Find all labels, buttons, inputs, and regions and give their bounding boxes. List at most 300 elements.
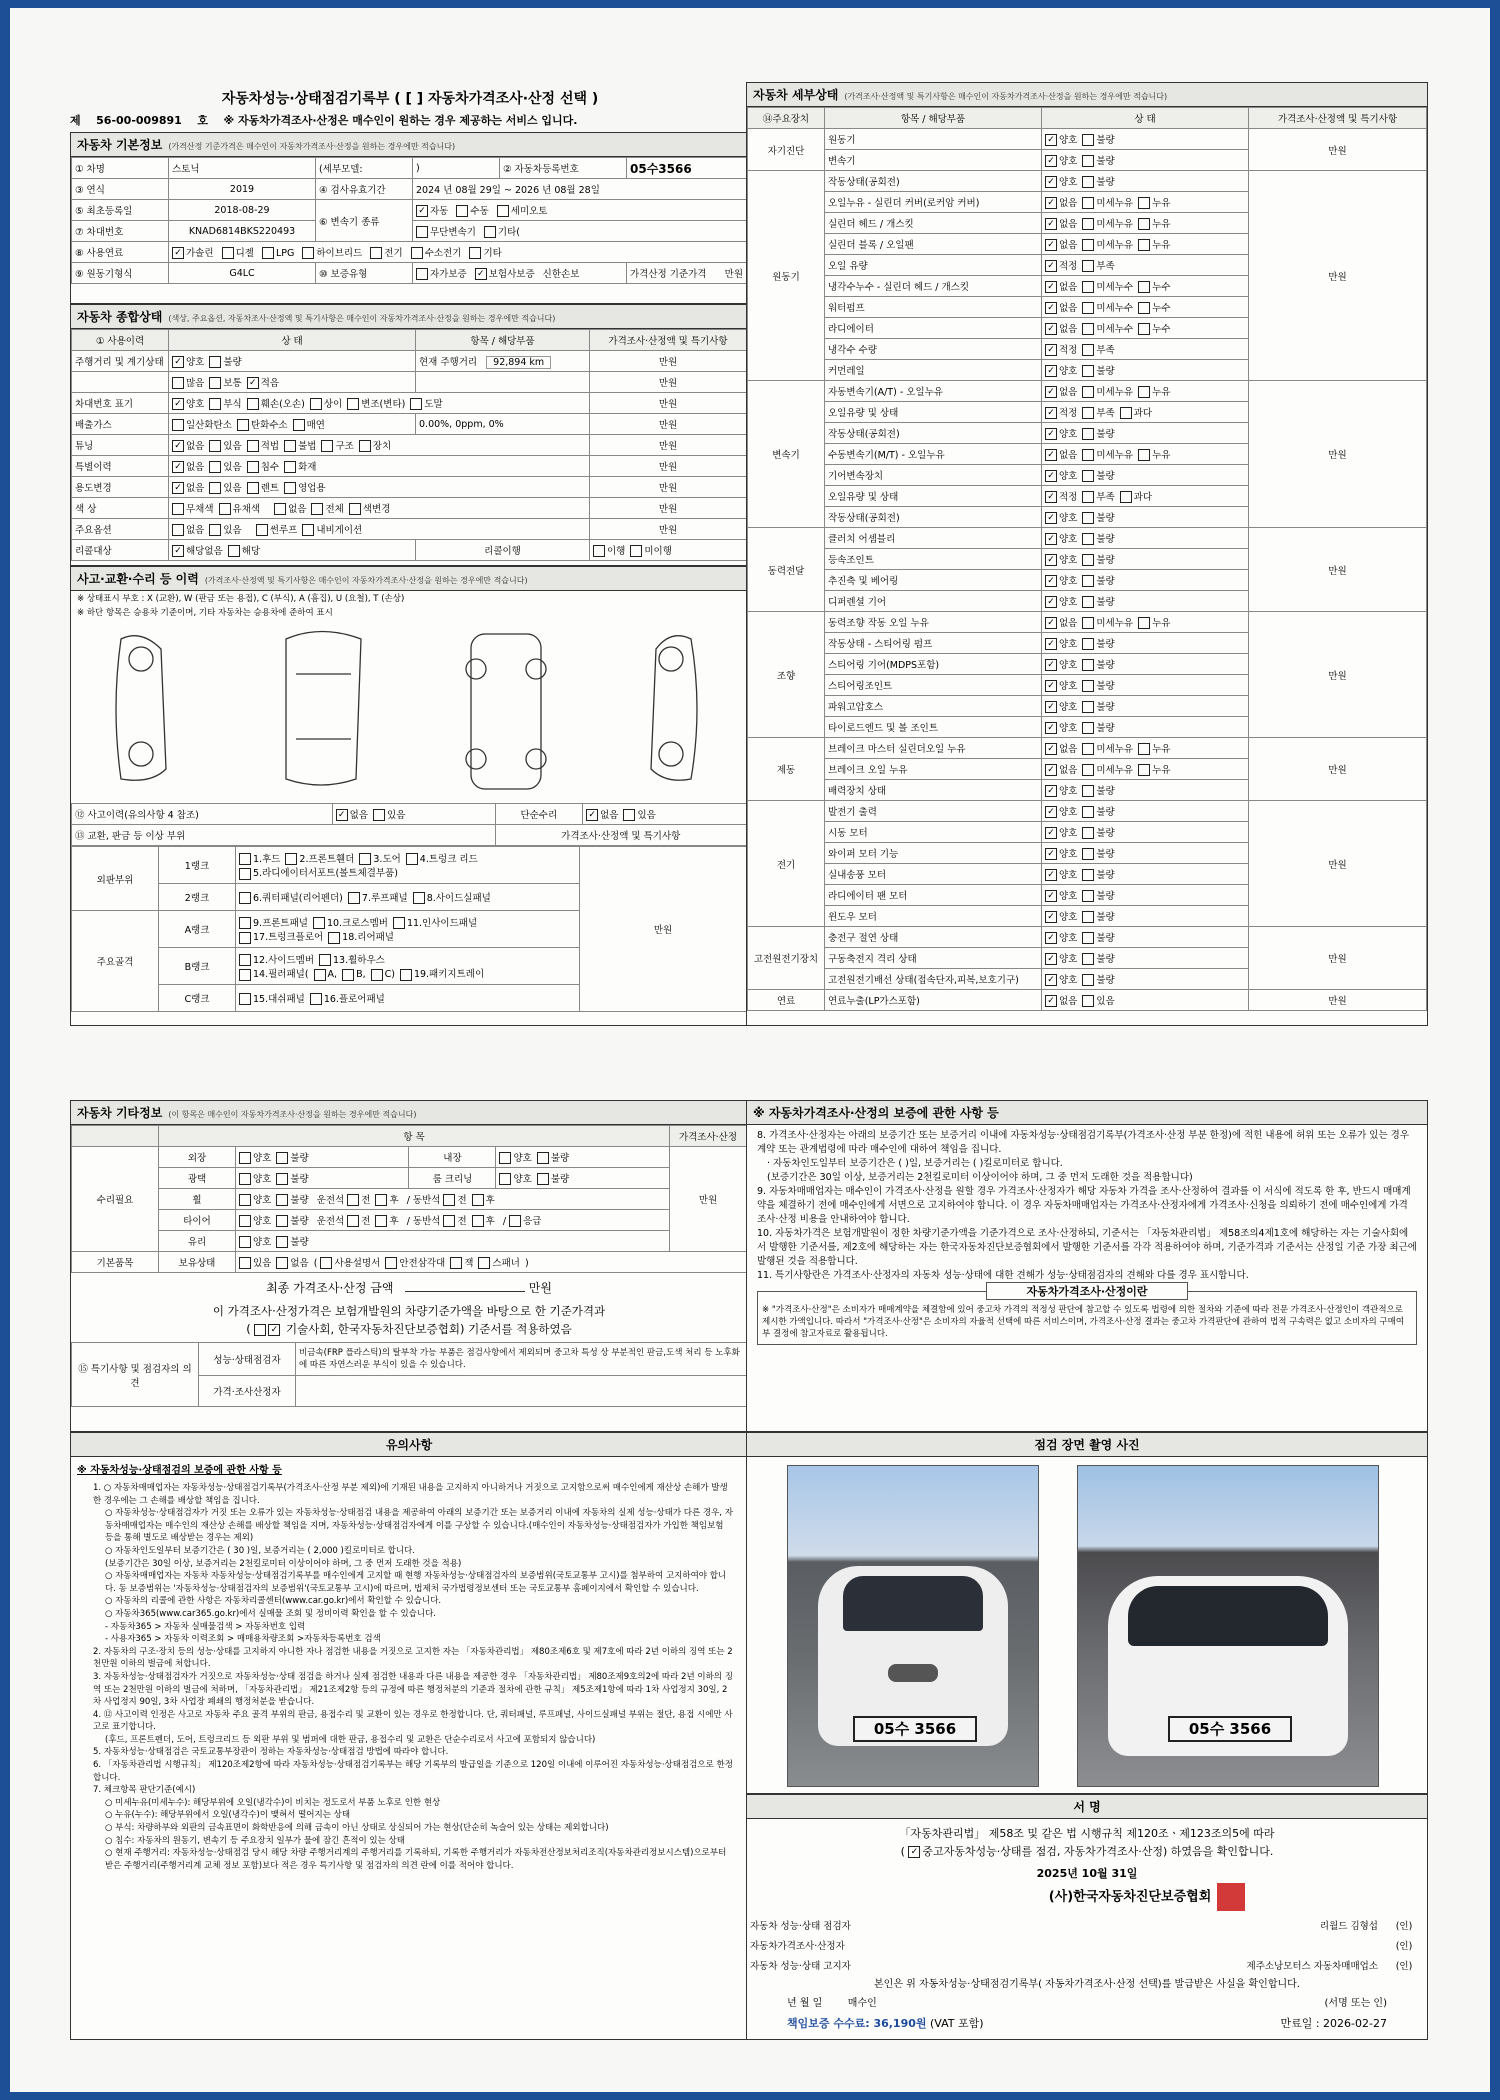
checkbox[interactable]	[1045, 281, 1057, 293]
checkbox[interactable]	[1045, 575, 1057, 587]
detail-state: ✓ 양호 불량	[1042, 864, 1249, 885]
checkbox[interactable]	[222, 247, 234, 259]
caution-list	[71, 1480, 747, 1872]
checkbox[interactable]	[1082, 890, 1094, 902]
detail-item: 라디에이터	[825, 318, 1042, 339]
detail-item: 추진축 및 베어링	[825, 570, 1042, 591]
checkbox[interactable]	[1082, 491, 1094, 503]
rear-photo	[1077, 1465, 1379, 1787]
checkbox[interactable]	[1082, 407, 1094, 419]
checkbox[interactable]	[1082, 785, 1094, 797]
checkbox[interactable]	[1045, 386, 1057, 398]
checkbox[interactable]	[1138, 449, 1150, 461]
checkbox[interactable]	[284, 482, 296, 494]
accident-rank-table: 외판부위 1랭크 1.후드 2.프론트휀더 3.도어 4.트렁크 리드 5.라디에이터서포트(볼트체결부품) 만원 2랭크 6.쿼터패널(리어펜더) 7.루프패널 8.사이드실패널 주요골격 A랭크 9.프론트패널 10.크로스멤버 11.인사이드패널 17.트렁크플로어 18.리어패널 B랭크 12.사이드멤버 13.휠하우스 14.필러패널( A, B, C) 19.패키지트레이 C랭크 15.대쉬패널 16.플로어패널	[71, 846, 747, 1012]
detail-item: 라디에이터 팬 모터	[825, 885, 1042, 906]
checkbox[interactable]	[1082, 701, 1094, 713]
checkbox[interactable]	[410, 398, 422, 410]
checkbox[interactable]	[1082, 239, 1094, 251]
checkbox[interactable]	[1045, 554, 1057, 566]
checkbox[interactable]	[1082, 932, 1094, 944]
caution-section	[70, 1432, 748, 2040]
detail-item: 등속조인트	[825, 549, 1042, 570]
checkbox[interactable]	[172, 524, 184, 536]
detail-item: 냉각수 수량	[825, 339, 1042, 360]
detail-row	[748, 738, 1427, 759]
detail-state: ✓ 양호 불량	[1042, 696, 1249, 717]
detail-item: 구동축전지 격리 상태	[825, 948, 1042, 969]
checkbox[interactable]	[1045, 491, 1057, 503]
checkbox[interactable]	[1045, 533, 1057, 545]
detail-item: 고전원전기배선 상태(접속단자,피복,보호기구)	[825, 969, 1042, 990]
detail-state: ✓ 없음 미세누유 누유	[1042, 234, 1249, 255]
other-info-section: 자동차 기타정보 (이 항목은 매수인이 자동차가격조사·산정을 원하는 경우에만 적습니다) 항 목 가격조사·산정 수리필요 외장 양호 불량 내장 양호 불량 만원 광택 양호 불량 룸 크리닝 양호 불량 휠 양호 불량 운전석 전 후 / 동반석 전 후 타이어 양호 불량 운전석 전 후 / 동반석 전 후 / 응급 유리 양호 불량 기본품목 보유상태 있음 없음 ( 사용설명서 안전삼각대 잭 스패너 ) 최종 가격조사·산정 금액 만원 이 가격조사·산정가격은 보험개발원의 차량기준가액을 바탕으로 한 기준가격과 ( ✓ 기술사회, 한국자동차진단보증협회) 기준서를 적용하였음 ⑮ 특기사항 및 점검자의 의견 성능·상태점검자 비금속(FRP 플라스틱)의 탈부착 가능 부품은 점검사항에서 제외되며 중고차 특성 상 부분적인 판금,도색 처리 등 노후화에 따른 자연스러운 부식이 있을 수 있습니다. 가격·조사산정자	[70, 1100, 748, 1432]
association-name: (사)한국자동차진단보증협회	[1048, 1889, 1212, 1905]
detail-state: ✓ 양호 불량	[1042, 528, 1249, 549]
checkbox[interactable]	[209, 398, 221, 410]
checkbox[interactable]	[1138, 323, 1150, 335]
detail-item: 실린더 블록 / 오일팬	[825, 234, 1042, 255]
checkbox[interactable]	[219, 503, 231, 515]
detail-item: 실린더 헤드 / 개스킷	[825, 213, 1042, 234]
detail-state: ✓ 없음 미세누유 누유	[1042, 381, 1249, 402]
checkbox[interactable]	[172, 482, 184, 494]
checkbox[interactable]	[1082, 365, 1094, 377]
checkbox[interactable]	[1045, 155, 1057, 167]
checkbox[interactable]	[209, 524, 221, 536]
other-table: 항 목 가격조사·산정 수리필요 외장 양호 불량 내장 양호 불량 만원 광택 양호 불량 룸 크리닝 양호 불량 휠 양호 불량 운전석 전 후 / 동반석 전 후 타이어 양호 불량 운전석 전 후 / 동반석 전 후 / 응급 유리 양호 불량 기본품목 보유상태 있음 없음 ( 사용설명서 안전삼각대 잭 스패너 )	[71, 1125, 747, 1273]
detail-item: 윈도우 모터	[825, 906, 1042, 927]
checkbox[interactable]	[1082, 869, 1094, 881]
checkbox[interactable]	[1082, 344, 1094, 356]
detail-item: 오일유량 및 상태	[825, 402, 1042, 423]
detail-item: 워터펌프	[825, 297, 1042, 318]
checkbox[interactable]	[586, 809, 598, 821]
checkbox[interactable]	[1045, 974, 1057, 986]
caution-item: ○ 침수: 자동차의 원동기, 변속기 등 주요장치 일부가 물에 잠긴 흔적이 있는 상태	[105, 1835, 405, 1846]
checkbox[interactable]	[336, 809, 348, 821]
overall-condition-section	[70, 304, 748, 566]
checkbox[interactable]	[209, 461, 221, 473]
detail-state: ✓ 양호 불량	[1042, 549, 1249, 570]
checkbox[interactable]	[416, 268, 428, 280]
checkbox[interactable]	[1138, 239, 1150, 251]
checkbox[interactable]	[1082, 323, 1094, 335]
checkbox[interactable]	[1082, 281, 1094, 293]
inspection-validity-value: 2024 년 08월 29일 ~ 2026 년 08월 28일	[413, 179, 747, 200]
checkbox[interactable]	[1045, 701, 1057, 713]
caution-item: ○ 현재 주행거리: 자동차성능·상태점검 당시 해당 차량 주행거리계의 주행거리를 기록하되, 기록한 주행거리가 자동차전산정보처리조직(자동차관리정보시스템)으로부터 받은 주행거리(주행거리계 교체 정보 포함)보다 적은 경우 특기사항 및 점검자의 의견 란에 이를 적어야 합니다.	[105, 1848, 727, 1871]
checkbox[interactable]	[1045, 197, 1057, 209]
checkbox[interactable]	[484, 226, 496, 238]
checkbox[interactable]	[1138, 743, 1150, 755]
checkbox[interactable]	[370, 247, 382, 259]
checkbox[interactable]	[1082, 449, 1094, 461]
caution-item: ○ 자동차의 리콜에 관한 사항은 자동차리콜센터(www.car.go.kr)에서 확인할 수 있습니다.	[105, 1596, 442, 1607]
checkbox[interactable]	[256, 524, 268, 536]
overall-title: 자동차 종합상태	[77, 310, 163, 324]
overall-table: ① 사용이력 상 태 항목 / 해당부품 가격조사·산정액 및 특기사항 주행거리 및 계기상태 ✓ 양호 불량 현재 주행거리 92,894 km 만원 많음 보통✓ 적음 만원 차대번호 표기 ✓ 양호 부식 훼손(오손) 상이 변조(변타) 도말 만원 배출가스 일산화탄소 탄화수소 매연 0.00%, 0ppm, 0% 만원 튜닝 ✓ 없음 있음 적법 불법 구조 장치 만원 특별이력 ✓ 없음 있음 침수 화재 만원 용도변경 ✓ 없음 있음 렌트 영업용 만원 색 상 무채색 유채색 없음 전체 색변경 만원 주요옵션 없음 있음 썬루프 내비게이션 만원 리콜대상 ✓ 해당없음 해당 리콜이행 이행 미이행	[71, 329, 747, 561]
checkbox[interactable]	[1082, 512, 1094, 524]
car-diagram	[71, 619, 747, 799]
caution-item: 6. 「자동차관리법 시행규칙」 제120조제2항에 따라 자동차성능·상태점검기록부는 해당 기록부의 발급일을 기준으로 120일 이내에 이루어진 자동차성능·상태점검으로 한정합니다.	[93, 1760, 733, 1783]
checkbox[interactable]	[1082, 176, 1094, 188]
checkbox[interactable]	[1138, 617, 1150, 629]
checkbox[interactable]	[456, 205, 468, 217]
checkbox[interactable]	[1082, 806, 1094, 818]
checkbox[interactable]	[1082, 680, 1094, 692]
checkbox[interactable]	[1045, 911, 1057, 923]
detail-state: ✓ 양호 불량	[1042, 801, 1249, 822]
checkbox[interactable]	[321, 440, 333, 452]
reg-number-value: 05수3566	[627, 158, 747, 179]
checkbox[interactable]	[1082, 995, 1094, 1007]
detail-group-label: 전기	[748, 801, 825, 927]
reg-number-label: ② 자동차등록번호	[500, 158, 627, 179]
rear-plate: 05수 3566	[1168, 1716, 1292, 1742]
detail-group-label: 고전원전기장치	[748, 927, 825, 990]
detail-item: 작동상태(공회전)	[825, 423, 1042, 444]
signature-section	[746, 1794, 1428, 2040]
caution-item: ○ 자동차성능·상태점검자가 거짓 또는 오류가 있는 자동차성능·상태점검 내용을 제공하여 아래의 보증기간 또는 보증거리 이내에 자동차의 실제 성능·상태가 다른 경우, 자동차매매업자는 매수인의 재산상 손해를 배상할 책임을 지며, 자동차성능·상태점검자에게 이를 구상할 수 있습니다.(매수인이 자동차성능·상태점검자가 가입한 책임보험 등을 통해 별도로 배상받는 경우는 제외)	[105, 1508, 733, 1544]
signature-title: 서 명	[747, 1795, 1427, 1819]
caution-sub: ※ 자동차성능·상태점검의 보증에 관한 사항 등	[77, 1465, 282, 1476]
checkbox[interactable]	[209, 482, 221, 494]
detail-model-value: )	[413, 158, 500, 179]
detail-price: 만원	[1249, 171, 1427, 381]
checkbox[interactable]	[310, 398, 322, 410]
checkbox[interactable]	[1045, 785, 1057, 797]
detail-item: 연료누출(LP가스포함)	[825, 990, 1042, 1011]
detail-item: 브레이크 마스터 실린더오일 누유	[825, 738, 1042, 759]
accident-history-section: 사고·교환·수리 등 이력 (가격조사·산정액 및 특기사항은 매수인이 자동차가격조사·산정을 원하는 경우에만 적습니다) ※ 상태표시 부호 : X (교환), W (판금 또는 용접), C (부식), A (흠집), U (요철), T (손상) ※ 하단 항목은 승용차 기준이며, 기타 자동차는 승용차에 준하여 표시 ⑫ 사고이력(유의사항 4 참조) ✓ 없음 있음 단순수리 ✓ 없음 있음 ⑬ 교환, 판금 등 이상 부위 가격조사·산정액 및 특기사항 외판부위 1랭크 1.후드 2.프론트휀더 3.도어 4.트렁크 리드 5.라디에이터서포트(볼트체결부품) 만원 2랭크 6.쿼터패널(리어펜더) 7.루프패널 8.사이드실패널 주요골격 A랭크 9.프론트패널 10.크로스멤버 11.인사이드패널 17.트렁크플로어 18.리어패널 B랭크 12.사이드멤버 13.휠하우스 14.필러패널( A, B, C) 19.패키지트레이 C랭크 15.대쉬패널 16.플로어패널	[70, 566, 748, 1026]
checkbox[interactable]	[1045, 260, 1057, 272]
detail-item: 파워고압호스	[825, 696, 1042, 717]
checkbox[interactable]	[1045, 659, 1057, 671]
checkbox[interactable]	[172, 419, 184, 431]
detail-group-label: 동력전달	[748, 528, 825, 612]
detail-state: ✓ 없음 미세누유 누유	[1042, 213, 1249, 234]
detail-state: ✓ 없음 미세누수 누수	[1042, 276, 1249, 297]
checkbox[interactable]	[1045, 827, 1057, 839]
engine-value: G4LC	[169, 263, 316, 284]
row-label: 주행거리 및 계기상태	[72, 351, 169, 372]
checkbox[interactable]	[1082, 953, 1094, 965]
detail-item: 작동상태 - 스티어링 펌프	[825, 633, 1042, 654]
price-warranty-text: 8. 가격조사·산정자는 아래의 보증기간 또는 보증거리 이내에 자동차성능·상태점검기록부(가격조사·산정 부분 한정)에 적힌 내용에 허위 또는 오류가 있는 경우 계약 또는 관계법령에 따라 매수인에 대하여 책임을 집니다. · 자동차인도일부터 보증기간은 ( )일, 보증거리는 ( )킬로미터로 합니다. (보증기간은 30일 이상, 보증거리는 2천킬로미터 이상이어야 하며, 그 중 먼저 도래한 것을 적용합니다) 9. 자동차매매업자는 매수인이 가격조사·산정을 원할 경우 가격조사·산정자가 해당 자동차 가격을 조사·산정하여 결과를 이 서식에 적도록 한 후, 반드시 매매계약을 체결하기 전에 매수인에게 서면으로 고지하여야 합니다. 이 경우 자동차매매업자는 가격조사·산정자에게 가격조사·신청을 의뢰하기 전에 매수인에게 가격조사·산정 비용을 안내하여야 합니다. 10. 자동차가격은 보험개발원이 정한 차량기준가액을 기준가격으로 조사·산정하되, 기준서는 「자동차관리법」 제58조의4제1호에 해당하는 자는 기술사회에서 발행한 기준서를, 제2호에 해당하는 자는 한국자동차진단보증협회에서 발행한 기준서를 각각 적용하여야 하며, 기준가격과 기준서는 산정일 기준 가장 최근에 발행된 것을 적용합니다. 11. 특기사항란은 가격조사·산정자의 자동차 성능·상태에 대한 견해가 성능·상태점검자의 견해와 다를 경우 표시합니다.	[757, 1130, 1417, 1281]
detail-item: 충전구 절연 상태	[825, 927, 1042, 948]
checkbox[interactable]	[172, 247, 184, 259]
checkbox[interactable]	[475, 268, 487, 280]
detail-row	[748, 612, 1427, 633]
checkbox[interactable]	[172, 356, 184, 368]
caution-item: 2. 자동차의 구조·장치 등의 성능·상태를 고지하지 아니한 자나 점검한 내용을 거짓으로 고지한 자는 「자동차관리법」 제80조제6호 및 제7호에 따라 2년 이하의 징역 또는 2천만원 이하의 벌금에 처합니다.	[93, 1646, 733, 1670]
checkbox[interactable]	[1045, 449, 1057, 461]
checkbox[interactable]	[1045, 176, 1057, 188]
checkbox[interactable]	[1045, 848, 1057, 860]
accident-title: 사고·교환·수리 등 이력	[77, 572, 199, 586]
checkbox[interactable]	[1082, 617, 1094, 629]
checkbox[interactable]	[1045, 617, 1057, 629]
seal-stamp	[1217, 1883, 1245, 1911]
checkbox[interactable]	[1082, 260, 1094, 272]
checkbox[interactable]	[1045, 470, 1057, 482]
checkbox[interactable]	[469, 247, 481, 259]
inspection-document	[10, 8, 1490, 2092]
detail-item: 시동 모터	[825, 822, 1042, 843]
checkbox[interactable]	[1045, 428, 1057, 440]
detail-item: 원동기	[825, 129, 1042, 150]
checkbox[interactable]	[1082, 428, 1094, 440]
vin-label: ⑦ 차대번호	[72, 221, 169, 242]
detail-state: ✓ 없음 있음	[1042, 990, 1249, 1011]
checkbox[interactable]	[209, 377, 221, 389]
detail-item: 실내송풍 모터	[825, 864, 1042, 885]
caution-item: 3. 자동차성능·상태점검자가 거짓으로 자동차성능·상태 점검을 하거나 실제 점검한 내용과 다른 내용을 제공한 경우 「자동차관리법」 제80조제9호의2에 따라 2년 이하의 징역 또는 2천만원 이하의 벌금에 처하며, 「자동차관리법」 제21조제2항 등의 규정에 따른 행정처분의 기준과 절차에 관한 규칙」 제5조제1항에 따라 1차 사업정지 30일, 2차 사업정지 90일, 3차 사업장 폐쇄의 행정처분을 받습니다.	[93, 1671, 733, 1708]
checkbox[interactable]	[247, 398, 259, 410]
basic-info-title: 자동차 기본정보	[77, 138, 163, 152]
checkbox[interactable]	[1045, 512, 1057, 524]
checkbox[interactable]	[1045, 806, 1057, 818]
detail-state: ✓ 양호 불량	[1042, 780, 1249, 801]
checkbox[interactable]	[1045, 638, 1057, 650]
checkbox[interactable]	[1082, 638, 1094, 650]
checkbox[interactable]	[284, 461, 296, 473]
checkbox[interactable]	[1045, 869, 1057, 881]
checkbox[interactable]	[172, 398, 184, 410]
detail-state: ✓ 없음 미세누유 누유	[1042, 759, 1249, 780]
checkbox[interactable]	[1082, 134, 1094, 146]
detail-price: 만원	[1249, 528, 1427, 612]
checkbox[interactable]	[1045, 344, 1057, 356]
checkbox[interactable]	[1045, 743, 1057, 755]
checkbox[interactable]	[623, 809, 635, 821]
checkbox[interactable]	[172, 377, 184, 389]
caution-item: - 사용자365 > 자동차 이력조회 > 매매용차량조회 >자동차등록번호 검색	[105, 1634, 381, 1645]
fuel-options: ✓ 가솔린 디젤 LPG 하이브리드 전기 수소전기 기타	[169, 242, 747, 263]
legend-2: ※ 하단 항목은 승용차 기준이며, 기타 자동차는 승용차에 준하여 표시	[77, 608, 333, 618]
checkbox[interactable]	[1082, 218, 1094, 230]
detail-price: 만원	[1249, 927, 1427, 990]
detail-group-label: 변속기	[748, 381, 825, 528]
detail-state: ✓ 없음 미세누유 누유	[1042, 444, 1249, 465]
checkbox[interactable]	[228, 545, 240, 557]
checkbox[interactable]	[1082, 155, 1094, 167]
odometer-value: 92,894 km	[486, 356, 551, 369]
detail-state: ✓ 양호 불량	[1042, 927, 1249, 948]
checkbox[interactable]	[497, 205, 509, 217]
checkbox[interactable]	[247, 461, 259, 473]
buyer-line: 년 월 일 매수인 (서명 또는 인)	[787, 1998, 1387, 2009]
checkbox[interactable]	[1082, 659, 1094, 671]
detail-item: 배력장치 상태	[825, 780, 1042, 801]
caution-item: 5. 자동차성능·상태점검은 국토교통부장관이 정하는 자동차성능·상태점검 방법에 따라야 합니다.	[93, 1747, 449, 1758]
checkbox[interactable]	[1045, 722, 1057, 734]
transmission-label: ⑥ 변속기 종류	[316, 200, 413, 242]
detail-state: ✓ 양호 불량	[1042, 171, 1249, 192]
checkbox[interactable]	[172, 503, 184, 515]
checkbox[interactable]	[247, 482, 259, 494]
checkbox[interactable]	[1045, 596, 1057, 608]
checkbox[interactable]	[1082, 827, 1094, 839]
checkbox[interactable]	[274, 503, 286, 515]
checkbox[interactable]	[209, 356, 221, 368]
detail-price: 만원	[1249, 801, 1427, 927]
caution-item: ○ 부식: 차량하부와 외판의 금속표면이 화학반응에 의해 금속이 아닌 상태로 상실되어 가는 현상(단순히 녹슬어 있는 상태는 제외합니다)	[105, 1823, 609, 1834]
checkbox[interactable]	[172, 440, 184, 452]
detail-group-label: 자기진단	[748, 129, 825, 171]
checkbox[interactable]	[311, 503, 323, 515]
checkbox[interactable]	[1082, 533, 1094, 545]
checkbox[interactable]	[1045, 365, 1057, 377]
detail-row	[748, 381, 1427, 402]
detail-item: 커먼레일	[825, 360, 1042, 381]
checkbox[interactable]	[1045, 407, 1057, 419]
checkbox[interactable]	[1120, 407, 1132, 419]
detail-item: 클러치 어셈블리	[825, 528, 1042, 549]
checkbox[interactable]	[302, 524, 314, 536]
detail-state: ✓ 없음 미세누유 누유	[1042, 738, 1249, 759]
checkbox[interactable]	[1082, 911, 1094, 923]
checkbox[interactable]	[172, 461, 184, 473]
detail-item: 발전기 출력	[825, 801, 1042, 822]
detail-item: 와이퍼 모터 기능	[825, 843, 1042, 864]
checkbox[interactable]	[1082, 554, 1094, 566]
front-photo	[787, 1465, 1039, 1787]
detail-item: 오일유량 및 상태	[825, 486, 1042, 507]
detail-state: ✓ 양호 불량	[1042, 885, 1249, 906]
detail-row	[748, 990, 1427, 1011]
first-reg-value: 2018-08-29	[169, 200, 316, 221]
checkbox[interactable]	[416, 205, 428, 217]
checkbox[interactable]	[1138, 218, 1150, 230]
standard-text: 이 가격조사·산정가격은 보험개발원의 차량기준가액을 바탕으로 한 기준가격과 ( ✓ 기술사회, 한국자동차진단보증협회) 기준서를 적용하였음	[71, 1302, 747, 1338]
detail-item: 오일누유 - 실린더 커버(로커암 커버)	[825, 192, 1042, 213]
checkbox[interactable]	[1045, 323, 1057, 335]
price-base: 가격산정 기준가격 만원	[627, 263, 747, 284]
checkbox[interactable]	[1045, 953, 1057, 965]
checkbox[interactable]	[373, 809, 385, 821]
checkbox[interactable]	[630, 545, 642, 557]
checkbox[interactable]	[1045, 995, 1057, 1007]
checkbox[interactable]	[1082, 743, 1094, 755]
checkbox[interactable]	[1082, 470, 1094, 482]
basic-info-table	[71, 157, 747, 284]
checkbox[interactable]	[416, 226, 428, 238]
checkbox[interactable]	[1045, 680, 1057, 692]
caution-item: 4. ⑫ 사고이력 인정은 사고로 자동차 주요 골격 부위의 판금, 용접수리 및 교환이 있는 경우로 한정합니다. 단, 쿼터패널, 루프패널, 사이드실패널 부위는 절단, 용접 시에만 사고로 표기합니다.	[93, 1709, 733, 1733]
overall-note: (색상, 주요옵션, 자동차조사·산정액 및 특기사항은 매수인이 자동차가격조사·산정을 원하는 경우에만 적습니다)	[168, 314, 556, 323]
transmission-options-2: 무단변속기 기타(	[413, 221, 747, 242]
caution-item: ○ 자동차매매업자는 자동차 자동차성능·상태점검기록부를 매수인에게 고지할 때 현행 자동차성능·상태점검자의 보증범위(국토교통부 고시)를 첨부하여 고지하여야 합니다. 동 보증범위는 '자동차성능·상태점검자의 보증범위'(국토교통부 고시)에 따르며, 법제처 국가법령정보센터 또는 국토교통부 홈페이지에서 확인할 수 있습니다.	[105, 1571, 727, 1594]
checkbox[interactable]	[284, 440, 296, 452]
checkbox[interactable]	[237, 419, 249, 431]
checkbox[interactable]	[411, 247, 423, 259]
detail-item: 디퍼렌셜 기어	[825, 591, 1042, 612]
detail-price: 만원	[1249, 381, 1427, 528]
detail-item: 스티어링조인트	[825, 675, 1042, 696]
checkbox[interactable]	[1138, 281, 1150, 293]
service-notice: ※ 자동차가격조사·산정은 매수인이 원하는 경우 제공하는 서비스 입니다.	[223, 114, 578, 127]
detail-state: ✓ 양호 불량	[1042, 360, 1249, 381]
checkbox[interactable]	[1082, 386, 1094, 398]
special-notes-table: ⑮ 특기사항 및 점검자의 의견 성능·상태점검자 비금속(FRP 플라스틱)의 탈부착 가능 부품은 점검사항에서 제외되며 중고차 특성 상 부분적인 판금,도색 처리 등 노후화에 따른 자연스러운 부식이 있을 수 있습니다. 가격·조사산정자	[71, 1342, 747, 1407]
detail-state: ✓ 없음 미세누수 누수	[1042, 318, 1249, 339]
checkbox[interactable]	[1082, 848, 1094, 860]
detail-item: 스티어링 기어(MDPS포함)	[825, 654, 1042, 675]
checkbox[interactable]	[1082, 575, 1094, 587]
detail-state: ✓ 적정 부족 과다	[1042, 402, 1249, 423]
engine-label: ⑨ 원동기형식	[72, 263, 169, 284]
checkbox[interactable]	[1045, 239, 1057, 251]
checkbox[interactable]	[1120, 491, 1132, 503]
caution-item: (보증기간은 30일 이상, 보증거리는 2천킬로미터 이상이어야 하며, 그 중 먼저 도래한 것을 적용)	[105, 1558, 462, 1569]
detail-price: 만원	[1249, 129, 1427, 171]
detail-state: ✓ 양호 불량	[1042, 591, 1249, 612]
checkbox[interactable]	[1045, 890, 1057, 902]
checkbox[interactable]	[347, 398, 359, 410]
checkbox[interactable]	[172, 545, 184, 557]
document-number-line	[70, 112, 760, 128]
checkbox[interactable]	[593, 545, 605, 557]
checkbox[interactable]	[1082, 197, 1094, 209]
detail-group-label: 연료	[748, 990, 825, 1011]
detail-item: 브레이크 오일 누유	[825, 759, 1042, 780]
checkbox[interactable]	[302, 247, 314, 259]
detail-group-label: 원동기	[748, 171, 825, 381]
caution-item: - 자동차365 > 자동차 실매물검색 > 자동차번호 입력	[105, 1621, 306, 1632]
checkbox[interactable]	[247, 440, 259, 452]
detail-condition-section: 자동차 세부상태 (가격조사·산정액 및 특기사항은 매수인이 자동차가격조사·산정을 원하는 경우에만 적습니다) ⑭주요장치 항목 / 해당부품 상 태 가격조사·산정액 및 특기사항 자기진단 원동기 ✓ 양호 불량 만원 변속기 ✓ 양호 불량 원동기 작동상태(공회전) ✓ 양호 불량 만원 오일누유 - 실린더 커버(로커암 커버) ✓ 없음 미세누유 누유 실린더 헤드 / 개스킷 ✓ 없음 미세누유 누유 실린더 블록 / 오일팬 ✓ 없음 미세누유 누유 오일 유량 ✓ 적정 부족 냉각수누수 - 실린더 헤드 / 개스킷 ✓ 없음 미세누수 누수 워터펌프 ✓ 없음 미세누수 누수 라디에이터 ✓ 없음 미세누수 누수 냉각수 수량 ✓ 적정 부족 커먼레일 ✓ 양호 불량 변속기 자동변속기(A/T) - 오일누유 ✓ 없음 미세누유 누유 만원 오일유량 및 상태 ✓ 적정 부족 과다 작동상태(공회전) ✓ 양호 불량 수동변속기(M/T) - 오일누유 ✓ 없음 미세누유 누유 기어변속장치 ✓ 양호 불량 오일유량 및 상태 ✓ 적정 부족 과다 작동상태(공회전) ✓ 양호 불량 동력전달 클러치 어셈블리 ✓ 양호 불량 만원 등속조인트 ✓ 양호 불량 추진축 및 베어링 ✓ 양호 불량 디퍼렌셜 기어 ✓ 양호 불량 조향 동력조향 작동 오일 누유 ✓ 없음 미세누유 누유 만원 작동상태 - 스티어링 펌프 ✓ 양호 불량 스티어링 기어(MDPS포함) ✓ 양호 불량 스티어링조인트 ✓ 양호 불량 파워고압호스 ✓ 양호 불량 타이로드엔드 및 볼 조인트 ✓ 양호 불량 제동 브레이크 마스터 실린더오일 누유 ✓ 없음 미세누유 누유 만원 브레이크 오일 누유 ✓ 없음 미세누유 누유 배력장치 상태 ✓ 양호 불량 전기 발전기 출력 ✓ 양호 불량 만원 시동 모터 ✓ 양호 불량 와이퍼 모터 기능 ✓ 양호 불량 실내송풍 모터 ✓ 양호 불량 라디에이터 팬 모터 ✓ 양호 불량 윈도우 모터 ✓ 양호 불량 고전원전기장치 충전구 절연 상태 ✓ 양호 불량 만원 구동축전지 격리 상태 ✓ 양호 불량 고전원전기배선 상태(접속단자,피복,보호기구) ✓ 양호 불량 연료 연료누출(LP가스포함) ✓ 없음 있음 만원	[746, 82, 1428, 1026]
price-warranty-section	[746, 1100, 1428, 1432]
checkbox[interactable]	[1138, 386, 1150, 398]
checkbox[interactable]	[1045, 134, 1057, 146]
checkbox[interactable]	[1082, 974, 1094, 986]
checkbox[interactable]	[1045, 218, 1057, 230]
accident-table: ⑫ 사고이력(유의사항 4 참조) ✓ 없음 있음 단순수리 ✓ 없음 있음 ⑬ 교환, 판금 등 이상 부위 가격조사·산정액 및 특기사항	[71, 803, 747, 846]
detail-table: ⑭주요장치 항목 / 해당부품 상 태 가격조사·산정액 및 특기사항 자기진단 원동기 ✓ 양호 불량 만원 변속기 ✓ 양호 불량 원동기 작동상태(공회전) ✓ 양호 불량 만원 오일누유 - 실린더 커버(로커암 커버) ✓ 없음 미세누유 누유 실린더 헤드 / 개스킷 ✓ 없음 미세누유 누유 실린더 블록 / 오일팬 ✓ 없음 미세누유 누유 오일 유량 ✓ 적정 부족 냉각수누수 - 실린더 헤드 / 개스킷 ✓ 없음 미세누수 누수 워터펌프 ✓ 없음 미세누수 누수 라디에이터 ✓ 없음 미세누수 누수 냉각수 수량 ✓ 적정 부족 커먼레일 ✓ 양호 불량 변속기 자동변속기(A/T) - 오일누유 ✓ 없음 미세누유 누유 만원 오일유량 및 상태 ✓ 적정 부족 과다 작동상태(공회전) ✓ 양호 불량 수동변속기(M/T) - 오일누유 ✓ 없음 미세누유 누유 기어변속장치 ✓ 양호 불량 오일유량 및 상태 ✓ 적정 부족 과다 작동상태(공회전) ✓ 양호 불량 동력전달 클러치 어셈블리 ✓ 양호 불량 만원 등속조인트 ✓ 양호 불량 추진축 및 베어링 ✓ 양호 불량 디퍼렌셜 기어 ✓ 양호 불량 조향 동력조향 작동 오일 누유 ✓ 없음 미세누유 누유 만원 작동상태 - 스티어링 펌프 ✓ 양호 불량 스티어링 기어(MDPS포함) ✓ 양호 불량 스티어링조인트 ✓ 양호 불량 파워고압호스 ✓ 양호 불량 타이로드엔드 및 볼 조인트 ✓ 양호 불량 제동 브레이크 마스터 실린더오일 누유 ✓ 없음 미세누유 누유 만원 브레이크 오일 누유 ✓ 없음 미세누유 누유 배력장치 상태 ✓ 양호 불량 전기 발전기 출력 ✓ 양호 불량 만원 시동 모터 ✓ 양호 불량 와이퍼 모터 기능 ✓ 양호 불량 실내송풍 모터 ✓ 양호 불량 라디에이터 팬 모터 ✓ 양호 불량 윈도우 모터 ✓ 양호 불량 고전원전기장치 충전구 절연 상태 ✓ 양호 불량 만원 구동축전지 격리 상태 ✓ 양호 불량 고전원전기배선 상태(접속단자,피복,보호기구) ✓ 양호 불량 연료 연료누출(LP가스포함) ✓ 없음 있음 만원	[747, 107, 1427, 1011]
detail-item: 변속기	[825, 150, 1042, 171]
checkbox[interactable]	[1138, 302, 1150, 314]
checkbox[interactable]	[293, 419, 305, 431]
detail-row	[748, 801, 1427, 822]
checkbox[interactable]	[247, 377, 259, 389]
detail-title: 자동차 세부상태	[753, 88, 839, 102]
document-title: 자동차성능·상태점검기록부 ( [ ] 자동차가격조사·산정 선택 )	[221, 91, 599, 107]
detail-row	[748, 927, 1427, 948]
checkbox[interactable]	[1045, 302, 1057, 314]
checkbox[interactable]	[262, 247, 274, 259]
checkbox[interactable]	[1138, 764, 1150, 776]
checkbox[interactable]	[1082, 722, 1094, 734]
checkbox[interactable]	[1138, 197, 1150, 209]
checkbox[interactable]	[1045, 932, 1057, 944]
checkbox[interactable]	[1082, 764, 1094, 776]
caution-item: ○ 자동차365(www.car365.go.kr)에서 실매물 조회 및 정비이력 확인을 할 수 있습니다.	[105, 1608, 437, 1619]
checkbox[interactable]	[209, 440, 221, 452]
detail-state: ✓ 양호 불량	[1042, 969, 1249, 990]
checkbox[interactable]	[1082, 302, 1094, 314]
detail-state: ✓ 양호 불량	[1042, 843, 1249, 864]
detail-state: ✓ 양호 불량	[1042, 507, 1249, 528]
checkbox[interactable]	[1082, 596, 1094, 608]
checkbox[interactable]	[1045, 764, 1057, 776]
inspection-validity-label: ④ 검사유효기간	[316, 179, 413, 200]
checkbox[interactable]	[349, 503, 361, 515]
fuel-label: ⑧ 사용연료	[72, 242, 169, 263]
detail-state: ✓ 양호 불량	[1042, 906, 1249, 927]
checkbox[interactable]	[359, 440, 371, 452]
